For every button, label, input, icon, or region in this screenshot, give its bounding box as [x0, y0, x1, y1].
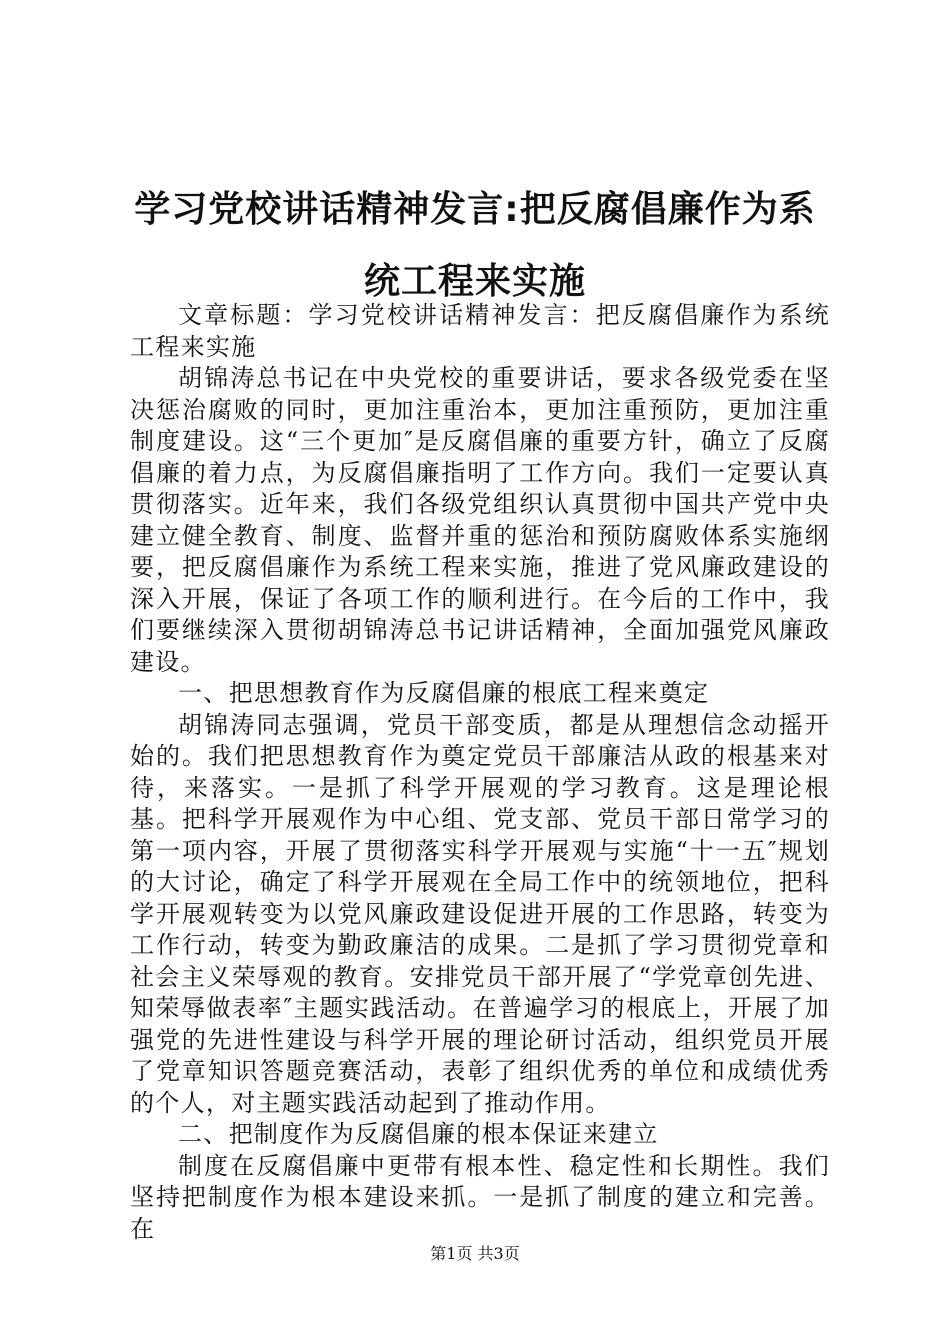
paragraph-section-2: 制度在反腐倡廉中更带有根本性、稳定性和长期性。我们坚持把制度作为根本建设来抓。一是抓了制度的建立和完善。在: [130, 1151, 830, 1243]
paragraph-intro: 胡锦涛总书记在中央党校的重要讲话，要求各级党委在坚决惩治腐败的同时，更加注重治本，更加注重预防，更加注重制度建设。这“三个更加″是反腐倡廉的重要方针，确立了反腐倡廉的着力点，为反腐倡廉指明了工作方向。我们一定要认真贯彻落实。近年来，我们各级党组织认真贯彻中国共产党中央建立健全教育、制度、监督并重的惩治和预防腐败体系实施纲要，把反腐倡廉作为系统工程来实施，推进了党风廉政建设的深入开展，保证了各项工作的顺利进行。在今后的工作中，我们要继续深入贯彻胡锦涛总书记讲话精神，全面加强党风廉政建设。: [130, 364, 830, 676]
page-indicator: 第1页 共3页: [430, 1244, 520, 1263]
document-title: 学习党校讲话精神发言:把反腐倡廉作为系统工程来实施: [134, 189, 816, 302]
document-body: [130, 300, 830, 1245]
section-heading-1: 一、把思想教育作为反腐倡廉的根底工程来奠定: [178, 679, 710, 707]
paragraph-article-title: 文章标题：学习党校讲话精神发言：把反腐倡廉作为系统工程来实施: [130, 301, 830, 361]
paragraph-section-1: 胡锦涛同志强调，党员干部变质，都是从理想信念动摇开始的。我们把思想教育作为奠定党员干部廉洁从政的根基来对待，来落实。一是抓了科学开展观的学习教育。这是理论根基。把科学开展观作为中心组、党支部、党员干部日常学习的第一项内容，开展了贯彻落实科学开展观与实施“十一五″规划的大讨论，确定了科学开展观在全局工作中的统领地位，把科学开展观转变为以党风廉政建设促进开展的工作思路，转变为工作行动，转变为勤政廉洁的成果。二是抓了学习贯彻党章和社会主义荣辱观的教育。安排党员干部开展了“学党章创先进、知荣辱做表率″主题实践活动。在普遍学习的根底上，开展了加强党的先进性建设与科学开展的理论研讨活动，组织党员开展了党章知识答题竞赛活动，表彰了组织优秀的单位和成绩优秀的个人，对主题实践活动起到了推动作用。: [130, 710, 830, 1117]
page-footer: [0, 1244, 950, 1264]
section-heading-2: 二、把制度作为反腐倡廉的根本保证来建立: [178, 1120, 659, 1148]
